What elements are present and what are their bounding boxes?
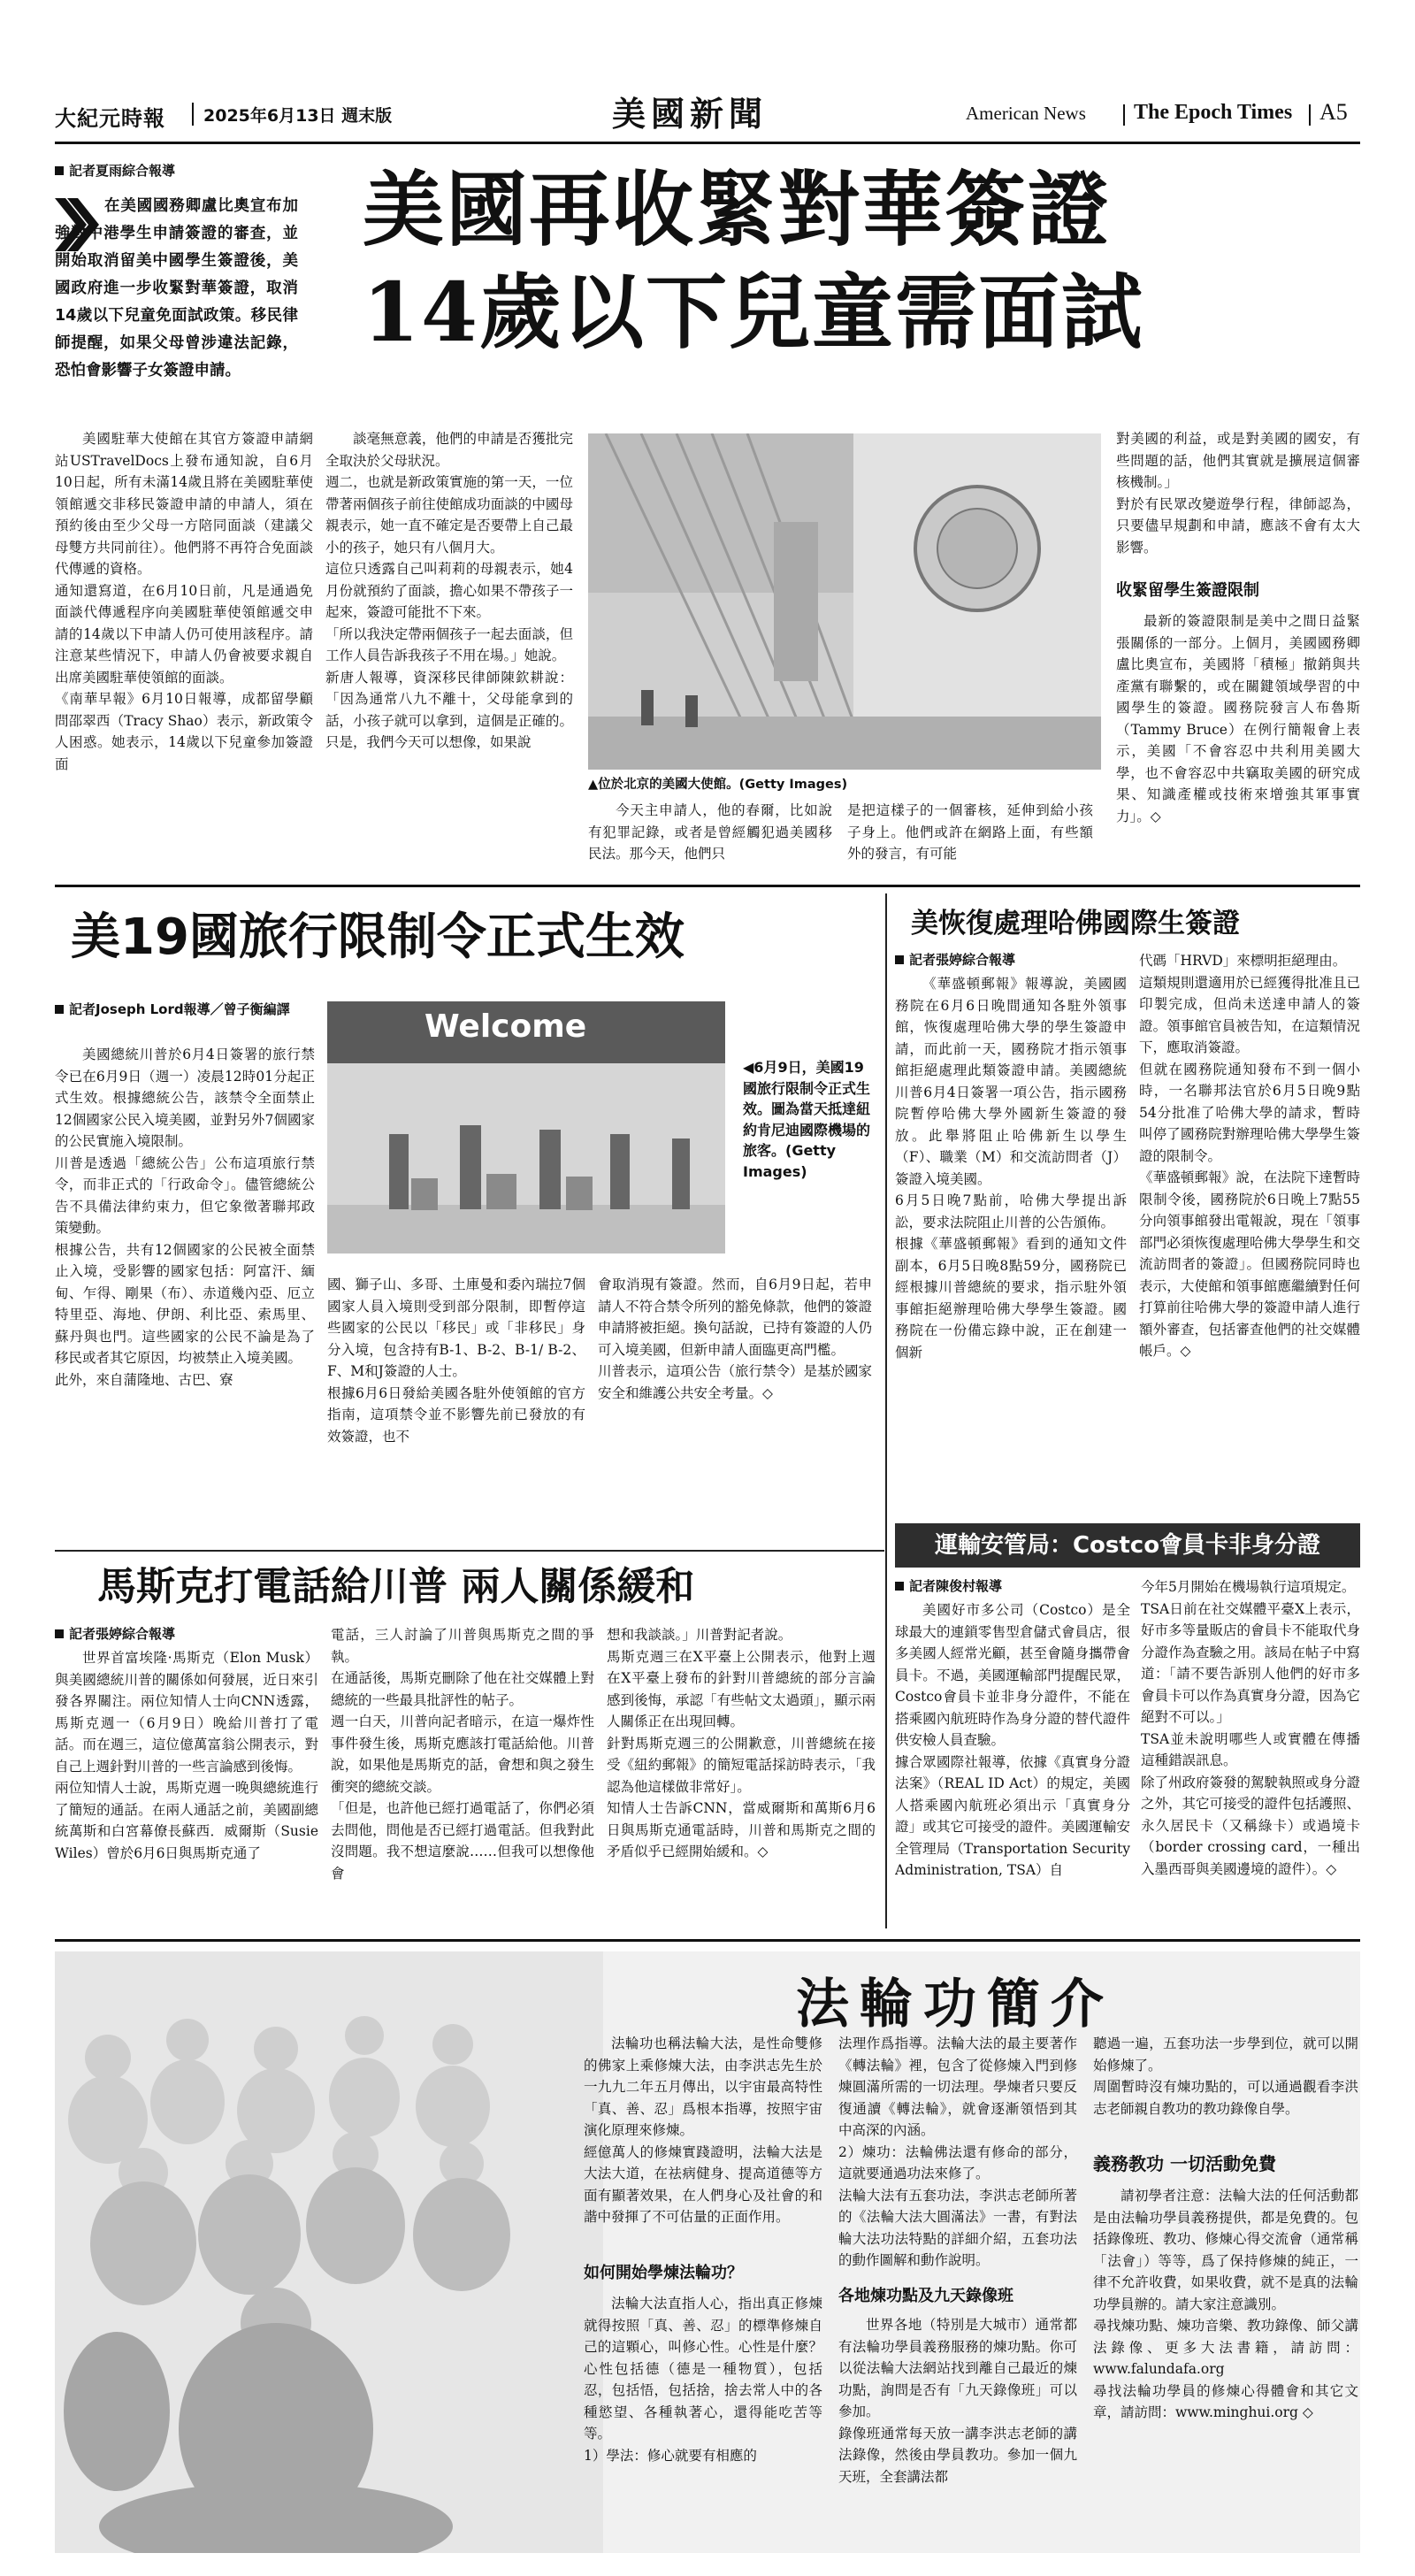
airport-welcome-sign: Welcome <box>424 1008 587 1045</box>
costco-headline-bar <box>895 1523 1360 1568</box>
lead-summary: 在美國國務卿盧比奧宣布加強對中港學生申請簽證的審查，並開始取消留美中國學生簽證後，美國政府進一步收緊對華簽證，取消14歲以下兒童免面試政策。移民律師提醒，如果父母曾涉違法記錄，恐怕會影響子女簽證申請。 <box>55 197 298 380</box>
section-title: 美國新聞 <box>612 94 769 134</box>
costco-col-2: 今年5月開始在機場執行這項規定。 TSA日前在社交媒體平臺X上表示，好市多等量販店的會員卡不能取代身分證作為查驗之用。該局在帖子中寫道：「請不要告訴別人他們的好市多會員卡可以作為真實身分證，因為它絕對不可以。」 TSA並未說明哪些人或實體在傳播這種錯誤訊息。 除了州政府簽發的駕駛執照或身分證之外，其它可接受的證件包括護照、永久居民卡（又稱綠卡）或過境卡（border crossing card，一種出入墨西哥與美國邊境的證件）。◇ <box>1141 1579 1360 1877</box>
lead-headline-1: 美國再收緊對華簽證 <box>363 162 1112 257</box>
costco-col-1: 美國好市多公司（Costco）是全球最大的連鎖零售型倉儲式會員店，很多美國人經常光顧，甚至會隨身攜帶會員卡。不過，美國運輸部門提醒民眾，Costco會員卡並非身分證件，不能在搭乘國內航班時作為身分證的替代證件供安檢人員查驗。 據合眾國際社報導，依據《真實身分證法案》（REAL ID Act）的規定，美國人搭乘國內航班必須出示「真實身分證」或其它可接受的證件。美國運輸安全管理局（Transportation Security Administration, TSA）自 <box>895 1602 1130 1878</box>
falun-col-2: 法理作爲指導。法輪大法的最主要著作《轉法輪》裡，包含了從修煉入門到修煉圓滿所需的一切法理。學煉者只要反復通讀《轉法輪》，就會逐漸領悟到其中高深的內涵。 2）煉功：法輪佛法還有修命的部分，這就要通過功法來修了。 法輪大法有五套功法，李洪志老師所著的《法輪大法大圓滿法》一書，有對法輪大法功法特點的詳細介紹，五套功法的動作圖解和動作說明。 <box>838 2036 1077 2268</box>
harvard-col-1: 《華盛頓郵報》報導說，美國國務院在6月6日晚間通知各駐外領事館，恢復處理哈佛大學的學生簽證申請，而此前一天，國務院才指示領事館拒絕處理此類簽證申請。美國總統川普6月4日簽署一項公告，指示國務院暫停哈佛大學外國新生簽證的發放。此舉將阻止哈佛新生以學生（F）、職業（M）和交流訪問者（J）簽證入境美國。 6月5日晚7點前，哈佛大學提出訴訟，要求法院阻止川普的公告頒佈。 根據《華盛頓郵報》看到的通知文件副本，6月5日晚8點59分，國務院已經根據川普總統的要求，指示駐外領事館拒絕辦理哈佛大學學生簽證。國務院在一份備忘錄中說，正在創建一個新 <box>895 976 1127 1361</box>
masthead <box>55 92 1360 142</box>
masthead-divider <box>192 103 194 126</box>
masthead-logo: 大紀元時報 <box>55 105 165 131</box>
travel-headline: 美19國旅行限制令正式生效 <box>71 908 685 966</box>
masthead-date: 2025年6月13日 週末版 <box>203 106 393 126</box>
falun-subhead-2: 各地煉功點及九天錄像班 <box>838 2287 1013 2305</box>
costco-headline: 運輸安管局：Costco會員卡非身分證 <box>934 1532 1321 1559</box>
travel-byline: 記者Joseph Lord報導／曾子衡編譯 <box>55 1000 320 1019</box>
masthead-divider-2 <box>1123 104 1125 126</box>
harvard-headline: 美恢復處理哈佛國際生簽證 <box>911 908 1240 939</box>
section-rule-1 <box>55 885 1360 887</box>
lead-col-5a: 對美國的利益，或是對美國的國安，有些問題的話，他們其實就是擴展這個審核機制。」 對於有民眾改變遊學行程，律師認為，只要儘早規劃和申請，應該不會有太大影響。 <box>1116 431 1360 556</box>
musk-byline: 記者張婷綜合報導 <box>55 1624 320 1644</box>
lead-col-5b: 最新的簽證限制是美中之間日益緊張關係的一部分。上個月，美國國務卿盧比奧宣布，美國將「積極」撤銷與共產黨有聯繫的，或在關鍵領域學習的中國學生的簽證。國務院發言人布魯斯（Tammy Bruce）在例行簡報會上表示，美國「不會容忍中共利用美國大學，也不會容忍中共竊取美國的研究成果、知識產權或技術來增強其軍事實力」。◇ <box>1116 613 1360 824</box>
section-rule-2 <box>55 1550 884 1552</box>
lead-headline-2: 14歲以下兒童需面試 <box>363 264 1145 360</box>
lead-col-1: 美國駐華大使館在其官方簽證申請網站USTravelDocs上發布通知說，自6月10日起，所有未滿14歲且將在美國駐華使領館遞交非移民簽證申請的申請人，須在預約後由至少父母一方陪同面談（建議父母雙方共同前往）。他們將不再符合免面談代傳遞的資格。 通知還寫道，在6月10日前，凡是通過免面談代傳遞程序向美國駐華使領館遞交申請的14歲以下申請人仍可使用該程序。請注意某些情況下，申請人仍會被要求親自出席美國駐華使領館的面談。 《南華早報》6月10日報導，成都留學顧問邵翠西（Tracy Shao）表示，新政策令人困惑。她表示，14歲以下兒童參加簽證面 <box>55 431 313 772</box>
falun-col-1: 法輪功也稱法輪大法，是性命雙修的佛家上乘修煉大法，由李洪志先生於一九九二年五月傳出，以宇宙最高特性「真、善、忍」爲根本指導，按照宇宙演化原理來修煉。 經億萬人的修煉實踐證明，法輪大法是大法大道，在祛病健身、提高道德等方面有顯著效果，在人們身心及社會的和諧中發揮了不可估量的正面作用。 <box>584 2036 822 2225</box>
musk-col-2: 電話，三人討論了川普與馬斯克之間的爭執。 在通話後，馬斯克刪除了他在社交媒體上對總統的一些最具批評性的帖子。 週一白天，川普向記者暗示，在這一爆炸性事件發生後，馬斯克應該打電話給他。川普說，如果他是馬斯克的話，會想和與之發生衝突的總統交談。 「但是，也許他已經打過電話了，你們必須去問他，問他是否已經打過電話。但我對此沒問題。我不想這麼說……但我可以想像他會 <box>331 1627 594 1882</box>
travel-col-1: 美國總統川普於6月4日簽署的旅行禁令已在6月9日（週一）凌晨12時01分起正式生效。根據總統公告，該禁令全面禁止12個國家公民入境美國，並對另外7個國家的公民實施入境限制。 川普是透過「總統公告」公布這項旅行禁令，而非正式的「行政命令」。儘管總統公告不具備法律約束力，但它象徵著聯邦政策變動。 根據公告，共有12個國家的公民被全面禁止入境，受影響的國家包括：阿富汗、緬甸、乍得、剛果（布）、赤道幾內亞、厄立特里亞、海地、伊朗、利比亞、索馬里、蘇丹與也門。這些國家的公民不論是為了移民或者其它原因，均被禁止入境美國。 此外，來自蒲隆地、古巴、寮 <box>55 1046 315 1388</box>
harvard-byline: 記者張婷綜合報導 <box>895 950 1125 970</box>
airport-photo-caption: ◀6月9日，美國19國旅行限制令正式生效。圖為當天抵達紐約肯尼迪國際機場的旅客。(Getty Images) <box>743 1059 871 1180</box>
embassy-photo-caption: ▲位於北京的美國大使館。(Getty Images) <box>588 778 848 792</box>
travel-col-3: 會取消現有簽證。然而，自6月9日起，若申請人不符合禁令所列的豁免條款，他們的簽證申請將被拒絕。換句話說，已持有簽證的人仍可入境美國，但新申請人面臨更高門檻。 川普表示，這項公告（旅行禁令）是基於國家安全和維護公共安全考量。◇ <box>598 1276 872 1401</box>
lead-col-3: 今天主申請人，他的春爾，比如說有犯罪記錄，或者是曾經觸犯過美國移民法。那今天，他們只 <box>588 802 832 862</box>
falun-subhead-1: 如何開始學煉法輪功？ <box>584 2264 743 2282</box>
lead-col-4: 是把這樣子的一個審核，延伸到給小孩子身上。他們或許在網路上面，有些額外的發言，有可能 <box>847 802 1093 862</box>
airport-photo <box>327 1001 725 1254</box>
musk-headline: 馬斯克打電話給川普 兩人關係緩和 <box>97 1564 695 1609</box>
page-number: A5 <box>1319 99 1348 125</box>
masthead-rule <box>55 142 1360 144</box>
costco-byline: 記者陳俊村報導 <box>895 1576 1125 1596</box>
lead-byline: 記者夏雨綜合報導 <box>55 161 320 180</box>
lead-col-2: 談毫無意義，他們的申請是否獲批完全取決於父母狀況。 週二，也就是新政策實施的第一天，一位帶著兩個孩子前往使館成功面談的中國母親表示，她一直不確定是否要帶上自己最小的孩子，她只有八個月大。 這位只透露自己叫莉莉的母親表示，她4月份就預約了面談，擔心如果不帶孩子一起來，簽證可能批不下來。 「所以我決定帶兩個孩子一起去面談，但工作人員告訴我孩子不用在場。」她說。 新唐人報導，資深移民律師陳欽耕說：「因為通常八九不離十，父母能拿到的話，小孩子就可以拿到，這個是正確的。只是，我們今天可以想像，如果說 <box>325 431 573 750</box>
falun-col-1b: 法輪大法直指人心，指出真正修煉就得按照「真、善、忍」的標準修煉自己的這顆心，叫修心性。心性是什麼？心性包括德（德是一種物質），包括忍，包括悟，包括捨，捨去常人中的各種慾望、各種執著心，還得能吃苦等等。 1）學法：修心就要有相應的 <box>584 2296 822 2464</box>
travel-col-2: 國、獅子山、多哥、土庫曼和委內瑞拉7個國家人員入境則受到部分限制，即暫停這些國家的公民以「移民」或「非移民」身分入境，包含持有B-1、B-2、B-1/ B-2、F、M和J簽證的人士。 根據6月6日發給美國各駐外使領館的官方指南，這項禁令並不影響先前已發放的有效簽證，也不 <box>327 1276 585 1445</box>
paper-name-en: The Epoch Times <box>1134 101 1293 124</box>
harvard-col-2: 代碼「HRVD」來標明拒絕理由。 這類規則還適用於已經獲得批准且已印製完成，但尚未送達申請人的簽證。領事館官員被告知，在這類情況下，應取消簽證。 但就在國務院通知發布不到一個小時，一名聯邦法官於6月5日晚9點54分批准了哈佛大學的請求，暫時叫停了國務院對辦理哈佛大學學生簽證的限制令。 《華盛頓郵報》說，在法院下達暫時限制令後，國務院於6日晚上7點55分向領事館發出電報說，現在「領事部門必須恢復處理哈佛大學學生和交流訪問者的簽證」。但國務院同時也表示，大使館和領事館應繼續對任何打算前往哈佛大學的簽證申請人進行額外審查，包括審查他們的社交媒體帳戶。◇ <box>1139 953 1360 1359</box>
musk-col-1: 世界首富埃隆·馬斯克（Elon Musk）與美國總統川普的關係如何發展，近日來引發各界關注。兩位知情人士向CNN透露，馬斯克週一（6月9日）晚給川普打了電話。而在週三，這位億萬富翁公開表示，對自己上週針對川普的一些言論感到後悔。 兩位知情人士說，馬斯克週一晚與總統進行了簡短的通話。在兩人通話之前，美國副總統萬斯和白宮幕僚長蘇西．威爾斯（Susie Wiles）曾於6月6日與馬斯克通了 <box>55 1650 318 1861</box>
falun-title: 法輪功簡介 <box>796 1974 1114 2036</box>
falun-subhead-3: 義務教功 一切活動免費 <box>1093 2153 1276 2174</box>
embassy-photo <box>588 433 1101 770</box>
lead-subhead: 收緊留學生簽證限制 <box>1116 581 1259 600</box>
falun-col-2b: 世界各地（特別是大城市）通常都有法輪功學員義務服務的煉功點。你可以從法輪大法網站找到離自己最近的煉功點，詢問是否有「九天錄像班」可以參加。 錄像班通常每天放一講李洪志老師的講法錄像，然後由學員教功。參加一個九天班，全套講法都 <box>838 2317 1077 2485</box>
section-title-en: American News <box>966 103 1086 124</box>
vertical-rule-1 <box>885 893 887 1928</box>
falun-col-3b: 請初學者注意：法輪大法的任何活動都是由法輪功學員義務提供，都是免費的。包括錄像班、教功、修煉心得交流會（通常稱「法會」）等等，爲了保持修煉的純正，一律不允許收費，如果收費，就不是真的法輪功學員辦的。請大家注意識別。 尋找煉功點、煉功音樂、教功錄像、師父講法錄像、更多大法書籍，請訪問：www.falundafa.org 尋找法輪功學員的修煉心得體會和其它文章，請訪問：www.minghui.org ◇ <box>1093 2188 1358 2420</box>
section-rule-3 <box>55 1939 1360 1942</box>
masthead-divider-3 <box>1309 104 1311 126</box>
falun-col-3: 聽過一遍，五套功法一步學到位，就可以開始修煉了。 周圍暫時沒有煉功點的，可以通過觀看李洪志老師親自教功的教功錄像自學。 <box>1093 2036 1358 2117</box>
musk-col-3: 想和我談談。」川普對記者說。 馬斯克週三在X平臺上公開表示，他對上週在X平臺上發布的針對川普總統的部分言論感到後悔，承認「有些帖文太過頭」，顯示兩人關係正在出現回轉。 針對馬斯克週三的公開歉意，川普總統在接受《紐約郵報》的簡短電話採訪時表示，「我認為他這樣做非常好」。 知情人士告訴CNN，當威爾斯和萬斯6月6日與馬斯克通電話時，川普和馬斯克之間的矛盾似乎已經開始緩和。◇ <box>607 1627 876 1859</box>
